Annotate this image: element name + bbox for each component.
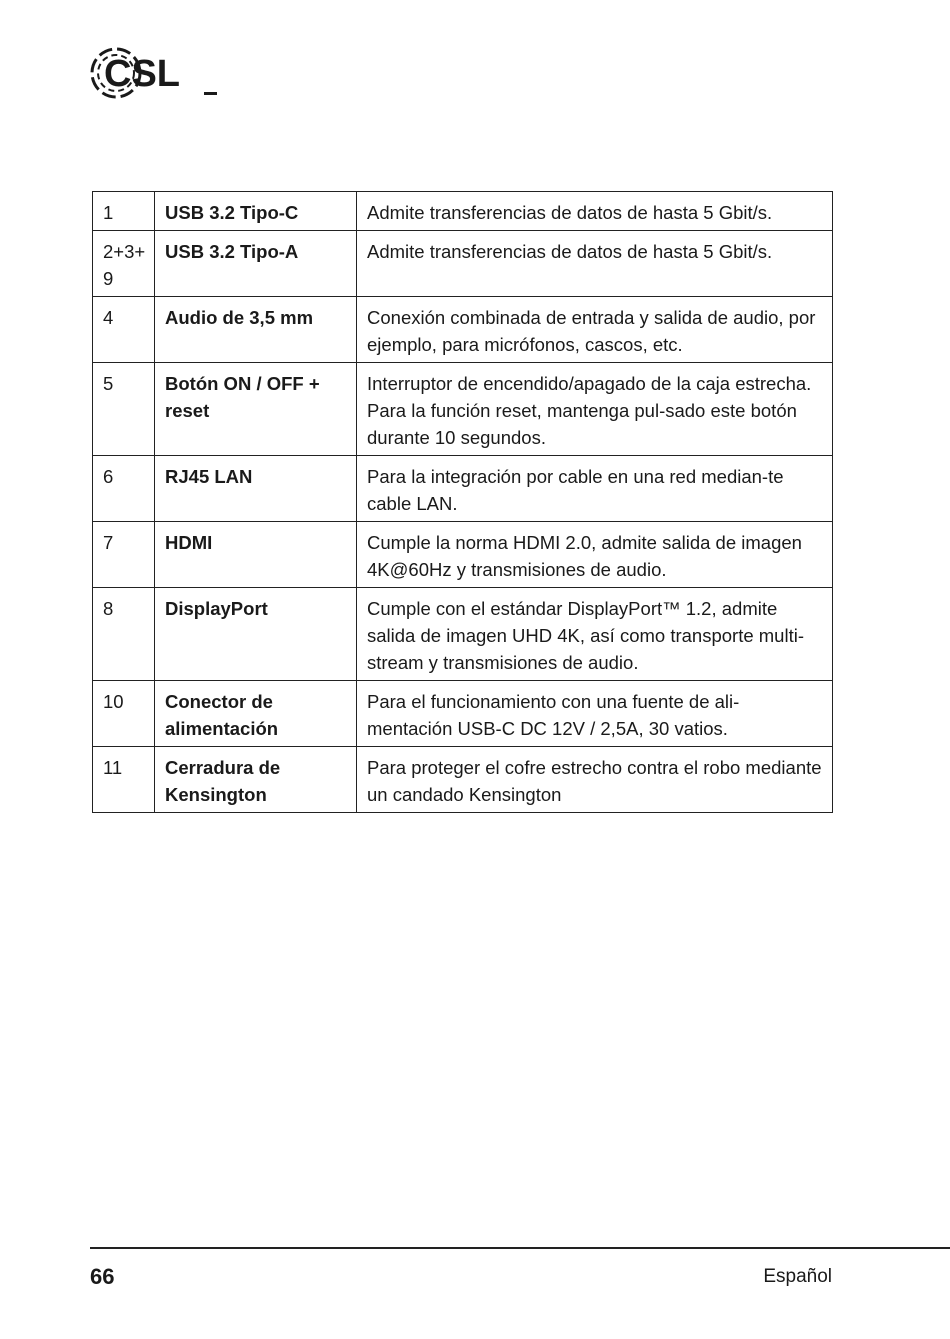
row-number: 11 [93,747,155,813]
connector-description: Admite transferencias de datos de hasta 5 Gbit/s. [357,192,833,231]
csl-logo [88,42,223,104]
table-row [93,192,833,231]
footer-language: Español [763,1266,832,1287]
table-row [93,681,833,747]
row-number: 4 [93,297,155,363]
connector-name: DisplayPort [155,588,357,681]
connector-description: Admite transferencias de datos de hasta 5 Gbit/s. [357,231,833,297]
row-number: 5 [93,363,155,456]
table-row [93,588,833,681]
table-row [93,747,833,813]
row-number: 6 [93,456,155,522]
connector-name: USB 3.2 Tipo-C [155,192,357,231]
connector-description: Conexión combinada de entrada y salida de audio, por ejemplo, para micrófonos, cascos, etc. [357,297,833,363]
connector-name: Conector de alimentación [155,681,357,747]
table-row [93,297,833,363]
row-number: 8 [93,588,155,681]
connector-description: Interruptor de encendido/apagado de la caja estrecha. Para la función reset, mantenga pul-sado este botón durante 10 segundos. [357,363,833,456]
page-number: 66 [90,1264,115,1289]
table-row [93,363,833,456]
specs-table [92,191,833,813]
connector-name: Botón ON / OFF + reset [155,363,357,456]
connector-description: Cumple la norma HDMI 2.0, admite salida de imagen 4K@60Hz y transmisiones de audio. [357,522,833,588]
connector-description: Para proteger el cofre estrecho contra el robo mediante un candado Kensington [357,747,833,813]
connector-description: Para el funcionamiento con una fuente de ali-mentación USB-C DC 12V / 2,5A, 30 vatios. [357,681,833,747]
row-number: 10 [93,681,155,747]
table-row [93,231,833,297]
table-row [93,456,833,522]
footer-rule [90,1247,950,1249]
row-number: 2+3+ 9 [93,231,155,297]
connector-name: Cerradura de Kensington [155,747,357,813]
connector-description: Para la integración por cable en una red median-te cable LAN. [357,456,833,522]
logo-text: CSL [104,53,180,95]
csl-logo-icon [88,42,223,104]
connector-name: USB 3.2 Tipo-A [155,231,357,297]
row-number: 7 [93,522,155,588]
connector-name: Audio de 3,5 mm [155,297,357,363]
connector-name: RJ45 LAN [155,456,357,522]
connector-name: HDMI [155,522,357,588]
connector-description: Cumple con el estándar DisplayPort™ 1.2, admite salida de imagen UHD 4K, así como transporte multi-stream y transmisiones de audio. [357,588,833,681]
table-row [93,522,833,588]
row-number: 1 [93,192,155,231]
